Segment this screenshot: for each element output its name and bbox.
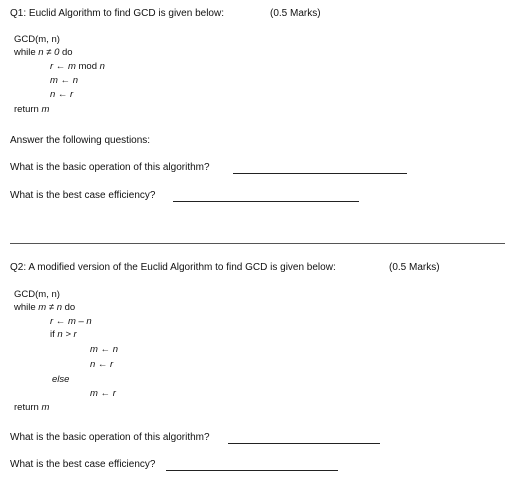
while-condition: m ≠ n — [38, 302, 62, 313]
q2-code-return — [14, 402, 49, 414]
q2-code-header: GCD(m, n) — [14, 289, 60, 300]
if-keyword: if — [50, 329, 58, 340]
q1-code-while — [14, 47, 73, 59]
q2-code-else: else — [52, 374, 70, 385]
q2-answer-best-blank[interactable] — [166, 470, 338, 471]
q1-answer-best-blank[interactable] — [173, 201, 359, 202]
section-divider — [10, 243, 505, 244]
return-keyword: return — [14, 402, 42, 413]
q1-code-line-m: m ← n — [50, 75, 78, 86]
q1-code-header: GCD(m, n) — [14, 34, 60, 45]
var-r: r — [50, 61, 54, 72]
q2-code-line-r: r ← m – n — [50, 316, 92, 327]
q2-title: Q2: A modified version of the Euclid Algorithm to find GCD is given below: — [10, 262, 336, 273]
q1-code-return — [14, 104, 49, 116]
if-condition: n > r — [57, 329, 77, 340]
q2-code-while — [14, 302, 75, 314]
q1-marks: (0.5 Marks) — [270, 8, 321, 19]
q1-intro: Answer the following questions: — [10, 135, 151, 146]
q2-answer-basic-blank[interactable] — [228, 443, 380, 444]
var-n: n — [99, 61, 105, 72]
q2-code-line-m-r: m ← r — [90, 388, 116, 399]
q1-code-line-r — [50, 61, 105, 73]
q2-question-best: What is the best case efficiency? — [10, 459, 156, 470]
do-keyword: do — [62, 302, 76, 313]
return-var: m — [41, 402, 50, 413]
q1-code-line-n: n ← r — [50, 89, 74, 100]
assign-arrow: ← — [53, 61, 68, 72]
q2-code-line-n: n ← r — [90, 359, 114, 370]
q1-title: Q1: Euclid Algorithm to find GCD is given below: — [10, 8, 224, 19]
q2-code-if — [50, 329, 77, 341]
q1-question-basic: What is the basic operation of this algorithm? — [10, 162, 210, 173]
q2-marks: (0.5 Marks) — [389, 262, 440, 273]
return-keyword: return — [14, 104, 42, 115]
q1-question-best: What is the best case efficiency? — [10, 190, 156, 201]
q2-question-basic: What is the basic operation of this algorithm? — [10, 432, 210, 443]
return-var: m — [41, 104, 50, 115]
q2-code-line-m: m ← n — [90, 344, 118, 355]
while-keyword: while — [14, 47, 39, 58]
while-keyword: while — [14, 302, 39, 313]
while-condition: n ≠ 0 — [38, 47, 60, 58]
q1-answer-basic-blank[interactable] — [233, 173, 407, 174]
var-m: m — [67, 61, 76, 72]
do-keyword: do — [59, 47, 73, 58]
mod-keyword: mod — [75, 61, 100, 72]
